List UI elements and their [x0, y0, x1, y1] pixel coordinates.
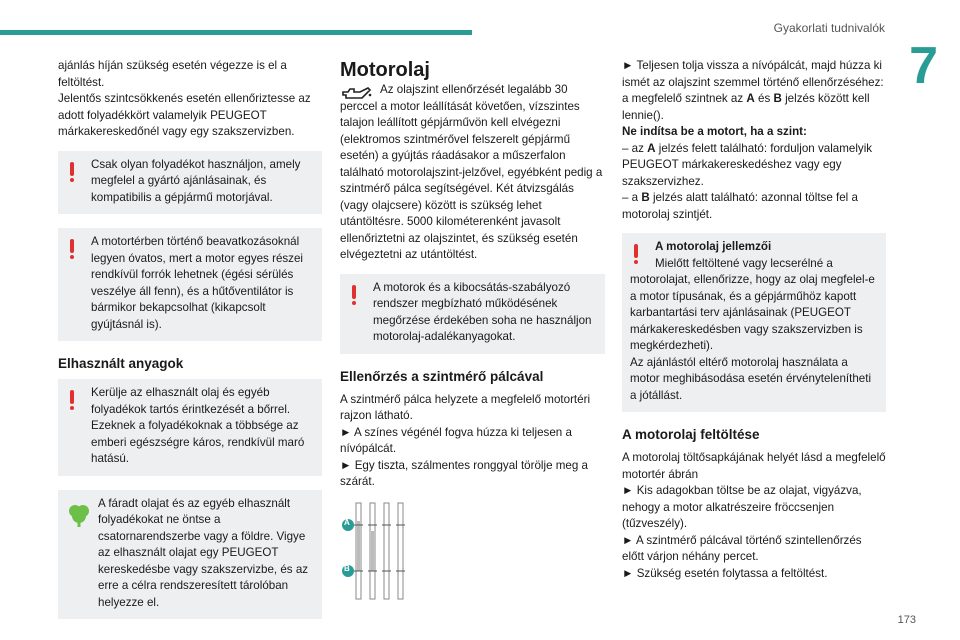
text-span: – a — [622, 191, 639, 204]
heading-dipstick-check: Ellenőrzés a szintmérő pálcával — [340, 368, 544, 384]
warning-note — [340, 274, 605, 354]
text-span: Mielőtt feltöltené vagy lecserélné a motorolajat, ellenőrizze, hogy az olaj megfelel-e a motor típusának, és a gépjárműhöz kapott karbantartási terv ajánlásainak (PEUGEOT márkakereskedésben vagy szakszervizben is megkérdezheti). — [630, 256, 875, 352]
heading-used-materials: Elhasznált anyagok — [58, 356, 184, 371]
note-title: A motorolaj jellemzői — [655, 240, 772, 253]
warning-heading: Ne indítsa be a motort, ha a szint: — [622, 125, 807, 138]
warning-icon — [68, 162, 76, 182]
list-item — [622, 190, 886, 223]
text-span: jelzés között kell lennie(). — [622, 92, 870, 122]
note-text: A motorok és a kibocsátás-szabályozó rendszer megbízható működésének megőrzése érdekében soha ne használjon motorolaj-adalékanyagokat. — [373, 280, 592, 343]
instruction: ► Kis adagokban töltse be az olajat, vigyázva, nehogy a motor alkatrészeire fröccsenjen (tűzveszély). — [622, 484, 862, 530]
header-accent-bar — [0, 30, 472, 35]
instruction: ► Szükség esetén folytassa a feltöltést. — [622, 566, 828, 580]
mark-a: A — [647, 141, 656, 155]
paragraph: ajánlás híján szükség esetén végezze is el a feltöltést. — [58, 59, 287, 89]
warning-icon — [68, 239, 76, 259]
paragraph: Az olajszint ellenőrzését legalább 30 perccel a motor leállítását követően, vízszintes talajon leállított gépjárművön kell elvégezni (elektromos szintmérővel felszerelt gépjármű esetén) a gyújtás ráadásakor a műszerfalon található motorolajszint-jelzővel, egyébként pedig a szintmérő pálca segítségével. Két átvizsgálás (vagy olajcsere) között is szükség lehet utántöltésre. 5000 kilométerenként javasolt ellenőriztetni az olajszintet, és szükség esetén elvégeztetni az utántöltést. — [340, 83, 603, 261]
note-text: Kerülje az elhasznált olaj és egyéb folyadékok tartós érintkezését a bőrrel. Ezeknek a folyadékoknak a többsége az emberi egészségre káros, rendkívül maró hatású. — [91, 386, 305, 465]
note-text — [630, 256, 878, 355]
eco-note — [58, 490, 322, 620]
mark-b: B — [773, 92, 782, 105]
text-span: jelzés alatt található: azonnal töltse fel a motorolaj szintjét. — [622, 191, 858, 221]
mark-b-label: B — [344, 563, 350, 573]
text-span: és — [758, 92, 771, 105]
text-span: – az — [622, 141, 644, 155]
eco-tree-icon — [66, 502, 92, 528]
instruction: ► A szintmérő pálcával történő szintellenőrzés előtt várjon néhány percet. — [622, 533, 862, 563]
paragraph: A szintmérő pálca helyzete a megfelelő motortéri rajzon látható. — [340, 392, 591, 422]
chapter-number: 7 — [909, 37, 938, 95]
section-title: Gyakorlati tudnivalók — [773, 21, 885, 35]
column-2 — [340, 58, 605, 601]
instruction — [622, 58, 886, 124]
warning-note — [58, 228, 322, 341]
mark-a-label: A — [344, 517, 350, 527]
heading-oil-refill: A motorolaj feltöltése — [622, 427, 760, 442]
instruction: ► Egy tiszta, szálmentes ronggyal törölje meg a szárát. — [340, 458, 588, 488]
list-item — [622, 141, 886, 191]
note-text: A fáradt olajat és az egyéb elhasznált folyadékokat ne öntse a csatornarendszerbe vagy a földre. Vigye az elhasznált olajat egy PEUGEOT kereskedésbe vagy szakszervizbe, és az erre a célra rendszeresített tárolóban helyezze el. — [98, 496, 309, 609]
instruction: ► A színes végénél fogva húzza ki teljesen a nívópálcát. — [340, 425, 572, 455]
warning-icon — [350, 285, 358, 305]
warning-icon — [68, 390, 76, 410]
warning-note — [58, 379, 322, 476]
page-number: 173 — [897, 614, 916, 626]
text-span: jelzés felett található: forduljon valamelyik PEUGEOT márkakereskedéshez vagy egy szakszervizhez. — [622, 141, 873, 188]
dipstick-illustration — [340, 501, 430, 601]
text-span: ► Teljesen tolja vissza a nívópálcát, majd húzza ki ismét az olajszint szemmel történő ellenőrzéséhez: a megfelelő szintnek az — [622, 59, 884, 105]
oil-can-icon — [340, 84, 372, 109]
mark-a: A — [746, 92, 755, 105]
column-1 — [58, 58, 322, 619]
heading-engine-oil: Motorolaj — [340, 59, 430, 81]
warning-note — [58, 151, 322, 215]
note-text: Az ajánlástól eltérő motorolaj használata a motor meghibásodása esetén érvénytelenítheti a jótállást. — [630, 355, 872, 402]
paragraph: A motorolaj töltősapkájának helyét lásd a megfelelő motortér ábrán — [622, 451, 886, 481]
warning-note — [622, 233, 886, 412]
note-text: A motortérben történő beavatkozásoknál legyen óvatos, mert a motor egyes részei rendkívül forrók lehetnek (égési sérülés veszélye áll fenn), és a hűtőventilátor is bármikor bekapcsolhat (kikapcsolt gyújtásnál is). — [91, 235, 304, 331]
column-3 — [622, 58, 886, 582]
note-text: Csak olyan folyadékot használjon, amely megfelel a gyártó ajánlásainak, és kompatibilis a gépjármű motorjával. — [91, 157, 301, 204]
warning-icon — [632, 244, 640, 264]
paragraph: Jelentős szintcsökkenés esetén ellenőriztesse az adott folyadékkört valamelyik PEUGEOT márkakereskedőnél vagy egy szakszervizben. — [58, 92, 311, 138]
mark-b: B — [641, 191, 650, 204]
intro-block — [340, 82, 605, 264]
